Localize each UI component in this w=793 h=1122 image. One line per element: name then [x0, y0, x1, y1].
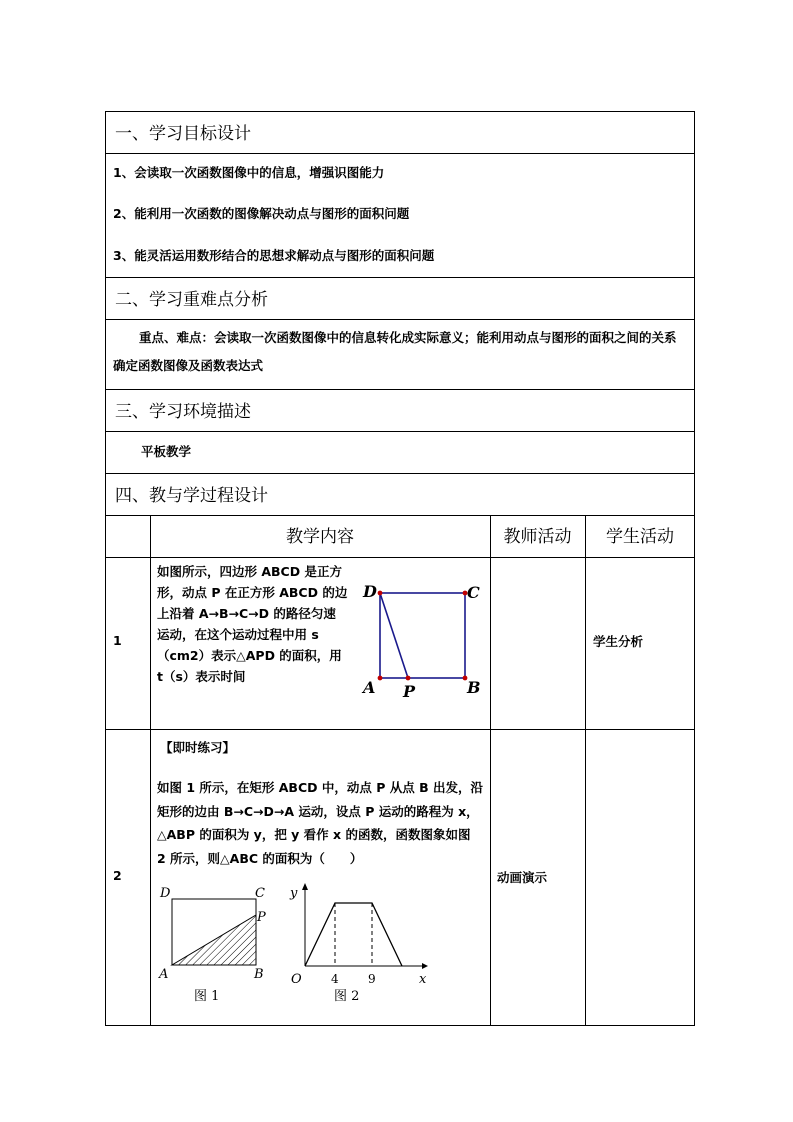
row-2-heading: 【即时练习】 [160, 740, 236, 755]
y-label: y [290, 886, 298, 901]
objective-3: 3、能灵活运用数形结合的思想求解动点与图形的面积问题 [113, 248, 435, 263]
row-2-teacher-activity: 动画演示 [497, 870, 548, 885]
label-b: B [467, 678, 481, 697]
column-divider [585, 515, 586, 1026]
origin-label: O [291, 972, 302, 987]
square-figure [355, 569, 485, 709]
row-1-line: 如图所示，四边形 ABCD 是正方 [157, 564, 342, 579]
label-c: C [467, 583, 480, 602]
square-abcd [380, 593, 465, 678]
figure-2-caption: 图 2 [334, 989, 360, 1004]
row-1-line: （cm2）表示△APD 的面积，用 [157, 648, 342, 663]
objective-1: 1、会读取一次函数图像中的信息，增强识图能力 [113, 165, 385, 180]
divider [105, 473, 695, 474]
section-3-title: 三、学习环境描述 [115, 402, 251, 422]
label-p: P [257, 910, 266, 925]
row-1-line: 运动，在这个运动过程中用 s [157, 627, 319, 642]
row-1-content [157, 561, 367, 687]
tick-9: 9 [368, 972, 376, 986]
segment-dp [380, 593, 408, 678]
rectangle-figure [153, 877, 273, 1007]
divider [105, 515, 695, 516]
y-axis-arrow [302, 883, 308, 890]
lesson-plan-table [105, 111, 695, 1026]
point-a [378, 676, 383, 681]
row-2-line: 如图 1 所示，在矩形 ABCD 中，动点 P 从点 B 出发，沿 [157, 780, 483, 795]
header-student: 学生活动 [606, 527, 674, 547]
row-2-number: 2 [113, 868, 122, 883]
label-a: A [363, 678, 376, 697]
x-axis-arrow [422, 963, 428, 969]
triangle-abp [172, 915, 256, 965]
divider [105, 277, 695, 278]
row-1-line: 上沿着 A→B→C→D 的路径匀速 [157, 606, 336, 621]
point-d [378, 591, 383, 596]
header-teacher: 教师活动 [503, 527, 572, 547]
row-1-line: t（s）表示时间 [157, 669, 246, 684]
divider [105, 557, 695, 558]
divider [105, 431, 695, 432]
label-d: D [160, 886, 171, 901]
row-2-line: 矩形的边由 B→C→D→A 运动，设点 P 运动的路程为 x， [157, 803, 479, 819]
label-b: B [254, 967, 264, 982]
x-label: x [419, 972, 427, 987]
divider [105, 729, 695, 730]
divider [105, 319, 695, 320]
function-graph [285, 877, 435, 1007]
section-1-title: 一、学习目标设计 [115, 124, 251, 144]
divider [105, 389, 695, 390]
function-line [305, 903, 402, 966]
figure-1-caption: 图 1 [194, 989, 220, 1004]
label-a: A [159, 967, 169, 982]
tick-4: 4 [331, 972, 339, 986]
key-points-text: 重点、难点：会读取一次函数图像中的信息转化成实际意义；能利用动点与图形的面积之间的关系确定函数图像及函数表达式 [113, 330, 677, 373]
row-2-line: 2 所示，则△ABC 的面积为（ ） [157, 850, 363, 866]
row-1-number: 1 [113, 633, 122, 648]
point-p [406, 676, 411, 681]
environment-text: 平板教学 [141, 444, 192, 459]
divider [105, 153, 695, 154]
row-2-line: △ABP 的面积为 y，把 y 看作 x 的函数，函数图象如图 [157, 827, 471, 842]
row-1-student-activity: 学生分析 [593, 634, 644, 649]
header-content: 教学内容 [286, 527, 354, 547]
column-divider [490, 515, 491, 1026]
label-p: P [403, 682, 416, 701]
row-1-line: 形，动点 P 在正方形 ABCD 的边 [157, 585, 348, 600]
label-c: C [255, 886, 265, 901]
section-4-title: 四、教与学过程设计 [115, 486, 268, 506]
column-divider [150, 515, 151, 1026]
label-d: D [363, 582, 377, 601]
section-2-title: 二、学习重难点分析 [115, 290, 268, 310]
row-2-content [157, 776, 487, 870]
objective-2: 2、能利用一次函数的图像解决动点与图形的面积问题 [113, 206, 410, 221]
